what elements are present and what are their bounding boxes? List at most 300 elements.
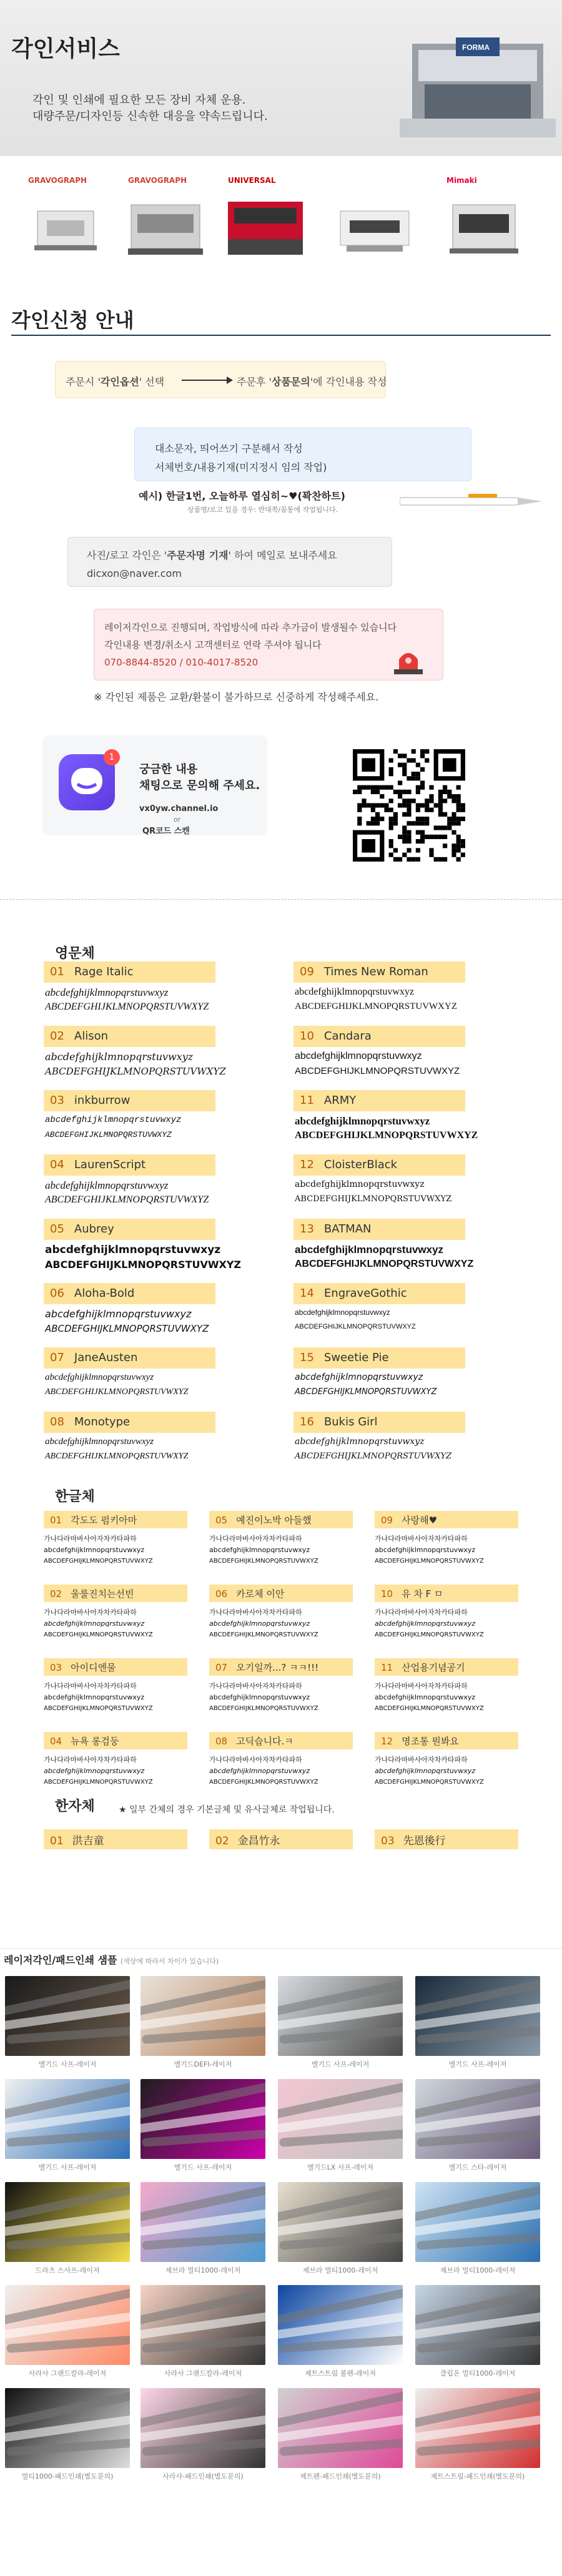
font-sample-lower: abcdefghijklmnopqrstuvwxyz [44,1546,145,1554]
pen-shape [6,2128,130,2147]
qr-module [407,799,411,803]
font-sample-lower: abcdefghijklmnopqrstuvwxyz [375,1620,476,1628]
pen-shape [6,2231,130,2250]
qr-module [420,767,425,772]
example-text: 예시) 한글1번, 오늘하루 열심히~♥(꽉찬하트) [139,490,345,502]
header-description-1: 각인 및 인쇄에 필요한 모든 장비 자체 운용. [32,94,246,107]
qr-module [416,808,420,812]
sample-photo[interactable] [278,1976,403,2056]
sample-photo[interactable] [5,2182,130,2262]
chat-id[interactable]: vx0yw.channel.io [139,804,219,814]
sample-photo[interactable] [5,2285,130,2365]
qr-module [371,803,375,807]
sample-photo[interactable] [415,2285,540,2365]
qr-module [367,803,371,807]
manufacturer-logo: Mimaki [446,176,477,185]
samples-subtitle: (색상에 따라서 차이가 있습니다) [121,1957,219,1965]
qr-module [438,794,443,799]
font-tag [293,1219,465,1240]
qr-module [438,803,443,807]
font-sample-korean: 가나다라마바사아자차카타파하 [375,1608,468,1616]
font-number: 11 [381,1662,393,1673]
chat-line-1: 궁금한 내용 [139,763,198,776]
qr-module [393,857,398,862]
step1-text-end: ' 선택 [139,376,165,388]
qr-module [451,794,456,799]
qr-code[interactable] [353,749,465,862]
qr-module [429,794,433,799]
qr-module [451,848,456,852]
qr-module [447,825,451,830]
font-sample-lower: abcdefghijklmnopqrstuvwxyz [209,1620,310,1628]
font-name: Rage Italic [74,965,134,978]
example-note: 상품명/로고 있을 경우: 반대쪽/꼼통에 작업됩니다. [187,506,338,514]
font-number: 06 [50,1287,64,1300]
font-number: 03 [50,1094,64,1107]
sample-caption: 멜기드 사프-레이저 [174,2163,232,2171]
font-name: LaurenScript [74,1158,146,1171]
font-tag [44,1090,215,1111]
font-number: 09 [381,1515,393,1526]
font-sample-korean: 가나다라마바사아자차카타파하 [44,1535,137,1543]
qr-module [407,835,411,839]
pen-shape [142,2128,265,2147]
qr-module [412,799,416,803]
pen-shape [142,2025,265,2044]
font-sample-upper: ABCDEFGHIJKLMNOPQRSTUVWXYZ [209,1558,318,1565]
guide-title: 각인신청 안내 [11,308,134,332]
qr-module [420,754,425,758]
page-title: 각인서비스 [11,36,120,62]
case-box [134,428,471,481]
pen-image [278,2079,403,2159]
qr-module [447,821,451,825]
qr-module [451,812,456,817]
qr-module [456,821,461,825]
qr-module [438,799,443,803]
qr-module [429,848,433,852]
qr-module [389,821,393,825]
font-sample-upper: ABCDEFGHIJKLMNOPQRSTUVWXYZ [45,1066,226,1077]
qr-module [438,812,443,817]
qr-module [389,817,393,821]
qr-module [429,835,433,839]
font-sample-upper: ABCDEFGHIJKLMNOPQRSTUVWXYZ [375,1558,484,1565]
font-name: 산업용기념공기 [402,1662,465,1673]
divider [0,899,562,900]
qr-module [371,817,375,821]
qr-module [438,808,443,812]
font-sample-upper: ABCDEFGHIJKLMNOPQRSTUVWXYZ [295,1259,474,1269]
qr-module [393,817,398,821]
sample-photo[interactable] [278,2182,403,2262]
qr-finder [443,758,456,772]
font-tag [293,1283,465,1304]
qr-module [402,754,407,758]
qr-module [402,763,407,767]
qr-module [407,776,411,780]
chat-card[interactable] [42,735,267,835]
qr-module [425,808,429,812]
pen-image [140,1976,265,2056]
qr-module [416,857,420,862]
qr-module [384,785,388,790]
siren-icon [393,646,424,676]
qr-module [375,812,380,817]
qr-module [380,803,384,807]
font-sample-lower: abcdefghijklmnopqrstuvwxyz [295,1179,425,1189]
qr-module [456,785,461,790]
pen-shape [279,2334,403,2353]
sample-caption: 제트스트림-패드인쇄(별도문의) [430,2472,525,2480]
qr-module [456,839,461,843]
sample-photo[interactable] [415,2182,540,2262]
sample-photo[interactable] [278,2285,403,2365]
qr-module [371,821,375,825]
case-line-1: 대소문자, 띄어쓰기 구분해서 작성 [155,443,303,455]
qr-module [429,785,433,790]
sample-caption: 제트스트림 볼펜-레이저 [305,2369,376,2377]
font-number: 05 [215,1515,228,1526]
qr-module [407,812,411,817]
font-sample-upper: ABCDEFGHIJKLMNOPQRSTUVWXYZ [44,1558,153,1565]
pen-shape [6,2437,130,2456]
engraving-machine-image [400,25,556,156]
font-name: 사랑해♥ [402,1515,438,1526]
font-sample-lower: abcdefghijklmnopqrstuvwxyz [375,1767,476,1775]
qr-module [416,790,420,794]
font-tag [375,1732,518,1749]
font-name: 카로체 이안 [236,1588,285,1600]
qr-module [402,830,407,835]
qr-module [407,808,411,812]
font-sample-lower: abcdefghijklmnopqrstuvwxyz [295,1115,430,1127]
qr-module [393,821,398,825]
sample-photo[interactable] [5,1976,130,2056]
order-step-box [55,361,386,398]
qr-module [402,825,407,830]
font-number: 12 [300,1158,314,1171]
qr-module [402,767,407,772]
font-name: 예진이노박 아들했 [236,1515,312,1526]
pen-image [5,1976,130,2056]
step2-highlight: 상품문의 [271,376,310,388]
qr-module [438,790,443,794]
qr-module [456,808,461,812]
qr-module [412,821,416,825]
qr-module [461,817,465,821]
qr-module [398,763,402,767]
qr-module [398,857,402,862]
pen-image [278,2388,403,2468]
font-number: 16 [300,1415,314,1428]
qr-module [402,835,407,839]
font-tag [44,1219,215,1240]
step1-text: 주문시 ' [66,376,101,388]
font-sample-lower: abcdefghijklmnopqrstuvwxyz [295,1244,444,1256]
header-description-2: 대량주문/디자인등 신속한 대응을 약속드립니다. [32,110,268,123]
font-name: 金昌竹永 [237,1835,280,1847]
font-tag [375,1585,518,1602]
qr-module [416,839,420,843]
sample-caption: 멀티1000-패드인쇄(별도문의) [21,2472,114,2480]
font-name: Times New Roman [323,965,428,978]
qr-module [416,772,420,776]
sample-photo[interactable] [140,2182,265,2262]
divider [0,1948,562,1949]
sample-photo[interactable] [415,2079,540,2159]
qr-module [420,817,425,821]
font-sample-upper: ABCDEFGHIJKLMNOPQRSTUVWXYZ [45,1387,189,1397]
sample-photo[interactable] [5,2079,130,2159]
font-number: 01 [50,1515,62,1526]
font-sample-lower: abcdefghijklmnopqrstuvwxyz [45,1115,182,1125]
phone-number[interactable]: 070-8844-8520 / 010-4017-8520 [104,657,259,668]
font-sample-upper: ABCDEFGHIJKLMNOPQRSTUVWXYZ [295,1452,452,1461]
qr-module [443,790,447,794]
qr-module [375,790,380,794]
font-sample-lower: abcdefghijklmnopqrstuvwxyz [209,1546,310,1554]
pen-shape [279,2025,403,2044]
qr-module [451,853,456,857]
font-tag [293,1412,465,1433]
font-sample-lower: abcdefghijklmnopqrstuvwxyz [44,1620,145,1628]
sample-caption: 제브라 멀티1000-레이저 [302,2266,378,2274]
notification-badge: 1 [104,749,120,765]
qr-module [412,758,416,762]
qr-module [402,853,407,857]
qr-module [429,799,433,803]
sample-photo[interactable] [140,2079,265,2159]
sample-caption: 제브라 멀티1000-레이저 [440,2266,516,2274]
font-sample-lower: abcdefghijklmnopqrstuvwxyz [45,1244,221,1256]
case-line-2: 서체번호/내용기재(미지정시 임의 작업) [155,461,327,473]
font-sample-upper: ABCDEFGHIJKLMNOPQRSTUVWXYZ [295,1130,478,1141]
qr-module [420,830,425,835]
font-tag [44,1732,187,1749]
font-sample-korean: 가나다라마바사아자차카타파하 [375,1535,468,1543]
machine-item [122,176,215,267]
manufacturer-logo: UNIVERSAL [228,176,276,185]
qr-module [367,785,371,790]
font-name: 울룰진치는선빈 [71,1588,134,1600]
step2-text: 주문후 ' [237,376,272,388]
qr-module [461,853,465,857]
sample-caption: 사라사 그랜드칼라-레이저 [28,2369,107,2377]
qr-module [420,803,425,807]
qr-module [456,848,461,852]
arrow-right-icon [180,375,234,385]
font-sample-lower: abcdefghijklmnopqrstuvwxyz [375,1693,476,1701]
machine-image [22,186,109,267]
pen-image [278,1976,403,2056]
qr-module [407,830,411,835]
qr-module [389,767,393,772]
hanja-title: 한자체 [55,1799,95,1814]
qr-module [420,839,425,843]
qr-module [357,785,362,790]
qr-module [398,803,402,807]
font-name: EngraveGothic [323,1287,407,1300]
font-sample-upper: ABCDEFGHIJKLMNOPQRSTUVWXYZ [295,1001,458,1011]
sample-photo[interactable] [415,1976,540,2056]
qr-module [367,821,371,825]
qr-module [357,790,362,794]
font-number: 01 [50,1835,64,1847]
font-sample-upper: ABCDEFGHIJKLMNOPQRSTUVWXYZ [375,1631,484,1638]
qr-module [398,780,402,785]
pen-shape [279,2231,403,2250]
sample-photo[interactable] [140,1976,265,2056]
qr-module [425,803,429,807]
font-name: Candara [323,1030,372,1043]
font-name: JaneAusten [74,1351,138,1364]
pen-image [5,2182,130,2262]
pen-image [140,2285,265,2365]
font-number: 04 [50,1736,62,1747]
qr-module [443,843,447,848]
qr-module [389,825,393,830]
qr-module [447,794,451,799]
sample-photo[interactable] [140,2388,265,2468]
qr-module [456,794,461,799]
font-name: 洪吉童 [72,1835,104,1847]
qr-module [389,853,393,857]
font-name: 先恩後行 [403,1835,446,1847]
font-name: 유 차 F ㅁ [402,1588,443,1600]
font-number: 08 [50,1415,64,1428]
font-sample-lower: abcdefghijklmnopqrstuvwxyz [45,1051,194,1063]
qr-module [389,808,393,812]
pen-image [415,2079,540,2159]
qr-module [420,785,425,790]
font-sample-upper: ABCDEFGHIJKLMNOPQRSTUVWXYZ [44,1631,153,1638]
qr-module [362,785,366,790]
font-sample-korean: 가나다라마바사아자차카타파하 [375,1682,468,1690]
font-sample-upper: ABCDEFGHIJKLMNOPQRSTUVWXYZ [295,1387,437,1397]
font-number: 10 [381,1588,393,1600]
eng-fonts-title: 영문체 [55,946,95,961]
machine-item [22,176,116,267]
font-sample-lower: abcdefghijklmnopqrstuvwxyz [44,1767,145,1775]
hanja-tag [209,1829,353,1849]
qr-module [461,803,465,807]
pen-image [140,2182,265,2262]
font-name: 각도도 펌키아마 [71,1515,137,1526]
font-number: 03 [50,1662,62,1673]
qr-finder [362,839,375,853]
machine-logo: FORMA [462,43,490,52]
qr-module [412,749,416,754]
step1-highlight: 각인옵션 [100,376,139,388]
font-name: 고딕습니다.ㅋ [236,1736,293,1747]
pen-image [415,2182,540,2262]
qr-module [407,848,411,852]
font-sample-korean: 가나다라마바사아자차카타파하 [44,1608,137,1616]
sample-photo[interactable] [278,2079,403,2159]
sample-photo[interactable] [5,2388,130,2468]
font-name: 오기일까...? ㅋㅋ!!! [236,1662,319,1673]
qr-module [412,776,416,780]
qr-label: QR코드 스캔 [142,827,190,836]
font-name: 뉴욕 롱검둥 [71,1736,119,1747]
font-tag [209,1585,353,1602]
pen-shape [279,2128,403,2147]
font-tag [293,1026,465,1047]
qr-module [393,790,398,794]
qr-module [389,758,393,762]
font-sample-upper: ABCDEFGHIJKLMNOPQRSTUVWXYZ [295,1194,452,1204]
font-number: 07 [50,1351,64,1364]
qr-module [371,790,375,794]
pen-shape [417,2128,540,2147]
qr-module [447,817,451,821]
qr-module [371,785,375,790]
qr-module [362,803,366,807]
qr-module [357,803,362,807]
step2-text-end: '에 각인내용 작성 [310,376,387,388]
sample-caption: 클립온 멀티1000-레이저 [440,2369,516,2377]
font-sample-upper: ABCDEFGHIJKLMNOPQRSTUVWXYZ [44,1705,153,1712]
sample-photo[interactable] [415,2388,540,2468]
qr-module [443,857,447,862]
qr-module [429,808,433,812]
sample-caption: 제트펜-패드인쇄(별도문의) [300,2472,381,2480]
pen-shape [6,2025,130,2044]
font-sample-lower: abcdefghijklmnopqrstuvwxyz [295,1437,425,1447]
font-name: ARMY [323,1094,357,1107]
font-number: 09 [300,965,314,978]
font-tag [293,1090,465,1111]
logo-text: 사진/로고 각인은 ' [87,549,167,561]
font-sample-upper: ABCDEFGHIJKLMNOPQRSTUVWXYZ [209,1705,318,1712]
font-sample-upper: ABCDEFGHIJKLMNOPQRSTUVWXYZ [45,1001,209,1012]
font-sample-lower: abcdefghijklmnopqrstuvwxyz [44,1693,145,1701]
qr-module [456,835,461,839]
pen-image [5,2388,130,2468]
qr-module [398,790,402,794]
hanja-note: ★ 일부 간체의 경우 기본글체 및 유사글체로 작업됩니다. [119,1805,335,1815]
qr-module [371,808,375,812]
sample-photo[interactable] [140,2285,265,2365]
font-name: 아이디엔물 [71,1662,116,1673]
logo-highlight: 주문자명 기재 [167,549,229,561]
font-sample-korean: 가나다라마바사아자차카타파하 [209,1535,302,1543]
email-link[interactable]: dicxon@naver.com [87,568,182,579]
qr-module [416,776,420,780]
font-tag [44,1658,187,1676]
qr-module [416,785,420,790]
pen-shape [142,2437,265,2456]
qr-module [402,803,407,807]
sample-caption: 사라사-패드인쇄(별도문의) [162,2472,244,2480]
pen-shape [142,2334,265,2353]
sample-caption: 제브라 멀티1000-레이저 [165,2266,241,2274]
qr-module [362,799,366,803]
font-number: 11 [300,1094,314,1107]
qr-module [393,749,398,754]
font-tag [293,1347,465,1369]
qr-module [434,825,438,830]
qr-module [416,817,420,821]
pen-shape [142,2231,265,2250]
sample-caption: 멜기드 사프-레이저 [38,2163,97,2171]
sample-caption: 멜기드DEFI-레이저 [174,2060,232,2068]
sample-photo[interactable] [278,2388,403,2468]
hanja-tag [375,1829,518,1849]
font-sample-upper: ABCDEFGHIJKLMNOPQRSTUVWXYZ [45,1194,209,1205]
pen-image [140,2079,265,2159]
